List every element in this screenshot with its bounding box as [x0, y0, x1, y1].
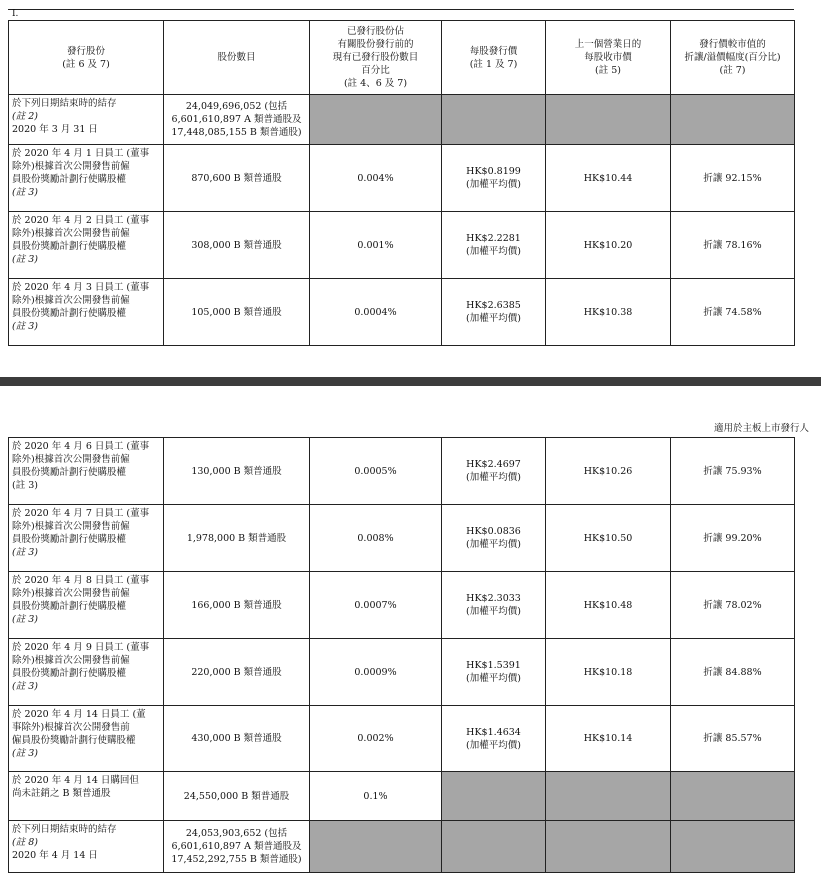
percentage-cell: 0.004% [310, 145, 442, 212]
desc-line: 於 2020 年 4 月 7 日員工 (董事 [12, 508, 150, 519]
share-count-cell: 220,000 B 類普通股 [164, 639, 310, 706]
closing-price-cell: HK$10.38 [546, 279, 671, 346]
desc-line: 於 2020 年 4 月 9 日員工 (董事 [12, 642, 150, 653]
row-description [9, 145, 164, 212]
note-ref: (註 3) [12, 321, 38, 332]
percentage-cell: 0.0005% [310, 438, 442, 505]
desc-line: 於 2020 年 4 月 1 日員工 (董事 [12, 148, 150, 159]
row-description [9, 706, 164, 772]
price-value: HK$1.4634 [466, 726, 521, 738]
row-description [9, 772, 164, 821]
opening-balance-row [9, 95, 795, 145]
issue-row [9, 639, 795, 706]
share-count-cell: 130,000 B 類普通股 [164, 438, 310, 505]
price-value: HK$0.8199 [466, 166, 521, 177]
share-count-cell: 1,978,000 B 類普通股 [164, 505, 310, 572]
row-description [9, 212, 164, 279]
empty-grey-cell [546, 95, 671, 145]
header-line: (註 6 及 7) [62, 58, 110, 70]
empty-grey-cell [671, 95, 795, 145]
share-count-cell: 870,600 B 類普通股 [164, 145, 310, 212]
percentage-cell: 0.1% [310, 772, 442, 821]
desc-line: 員股份獎勵計劃行使購股權 [12, 668, 127, 679]
issue-price-cell [442, 279, 546, 346]
closing-balance-row [9, 821, 795, 873]
share-count-cell: 166,000 B 類普通股 [164, 572, 310, 639]
empty-grey-cell [546, 772, 671, 821]
header-cell [671, 21, 795, 95]
desc-line: 除外)根據首次公開發售前僱 [12, 295, 130, 306]
balance-date: 2020 年 3 月 31 日 [12, 124, 98, 135]
issue-row [9, 505, 795, 572]
listing-board-note: 適用於主板上市發行人 [713, 423, 809, 434]
issue-row [9, 438, 795, 505]
shares-line: 24,049,696,052 (包括 [185, 101, 288, 112]
desc-line: 員股份獎勵計劃行使購股權 [12, 308, 127, 319]
desc-line: 除外)根據首次公開發售前僱 [12, 454, 130, 465]
note-ref: (註 3) [12, 614, 38, 625]
share-count-cell: 105,000 B 類普通股 [164, 279, 310, 346]
price-note: (加權平均價) [466, 179, 521, 190]
desc-line: 於 2020 年 4 月 8 日員工 (董事 [12, 575, 150, 586]
header-line: 每股發行價 [469, 45, 518, 57]
discount-cell: 折讓 99.20% [671, 505, 795, 572]
percentage-cell: 0.0009% [310, 639, 442, 706]
share-count-cell: 24,550,000 B 類普通股 [164, 772, 310, 821]
closing-price-cell: HK$10.50 [546, 505, 671, 572]
balance-date: 2020 年 4 月 14 日 [12, 850, 98, 861]
note-ref: (註 3) [12, 187, 38, 198]
empty-grey-cell [442, 95, 546, 145]
repurchase-row [9, 772, 795, 821]
issue-price-cell [442, 572, 546, 639]
note-ref: (註 3) [12, 547, 38, 558]
note-ref: (註 3) [12, 480, 38, 491]
issue-price-cell [442, 145, 546, 212]
issue-row [9, 706, 795, 772]
page-break-band [0, 377, 821, 386]
shares-line: 24,053,903,652 (包括 [185, 828, 288, 839]
percentage-cell: 0.001% [310, 212, 442, 279]
price-value: HK$1.5391 [466, 660, 521, 671]
closing-price-cell: HK$10.48 [546, 572, 671, 639]
empty-grey-cell [310, 95, 442, 145]
desc-line: 於 2020 年 4 月 6 日員工 (董事 [12, 441, 150, 452]
desc-line: 員股份獎勵計劃行使購股權 [12, 174, 127, 185]
discount-cell: 折讓 75.93% [671, 438, 795, 505]
price-note: (加權平均價) [466, 739, 521, 751]
desc-line: 於 2020 年 4 月 14 日購回但 [12, 775, 139, 786]
empty-grey-cell [310, 821, 442, 873]
price-value: HK$2.4697 [466, 459, 521, 470]
price-value: HK$2.2281 [466, 233, 521, 244]
closing-price-cell: HK$10.26 [546, 438, 671, 505]
discount-cell: 折讓 78.16% [671, 212, 795, 279]
desc-line: 除外)根據首次公開發售前僱 [12, 655, 130, 666]
issue-row [9, 145, 795, 212]
percentage-cell: 0.0004% [310, 279, 442, 346]
closing-price-cell: HK$10.14 [546, 706, 671, 772]
header-line: (註 5) [595, 65, 621, 76]
desc-line: 尚未註銷之 B 類普通股 [12, 788, 111, 799]
share-count-cell [164, 95, 310, 145]
row-description [9, 505, 164, 572]
discount-cell: 折讓 85.57% [671, 706, 795, 772]
closing-price-cell: HK$10.44 [546, 145, 671, 212]
issue-price-cell [442, 212, 546, 279]
row-description [9, 95, 164, 145]
empty-grey-cell [671, 821, 795, 873]
empty-grey-cell [546, 821, 671, 873]
closing-price-cell: HK$10.20 [546, 212, 671, 279]
header-line: (註 1 及 7) [469, 58, 518, 70]
issue-price-cell [442, 639, 546, 706]
issue-price-cell [442, 706, 546, 772]
note-ref: (註 2) [12, 111, 38, 122]
percentage-cell: 0.0007% [310, 572, 442, 639]
row-description [9, 438, 164, 505]
row-description [9, 572, 164, 639]
desc-line: 事除外)根據首次公開發售前 [12, 722, 130, 733]
row-description [9, 639, 164, 706]
closing-price-cell: HK$10.18 [546, 639, 671, 706]
header-cell [164, 21, 310, 95]
price-note: (加權平均價) [466, 313, 521, 324]
header-cell [546, 21, 671, 95]
desc-line: 於下列日期結束時的結存 [12, 98, 117, 109]
row-description [9, 279, 164, 346]
price-note: (加權平均價) [466, 539, 521, 550]
share-count-cell: 430,000 B 類普通股 [164, 706, 310, 772]
header-line: 有關股份發行前的 [337, 39, 414, 50]
desc-line: 除外)根據首次公開發售前僱 [12, 228, 130, 239]
desc-line: 除外)根據首次公開發售前僱 [12, 161, 130, 172]
header-line: 折讓/溢價幅度(百分比) [684, 52, 781, 63]
shares-line: 17,452,292,755 B 類普通股) [171, 854, 302, 865]
desc-line: 於 2020 年 4 月 2 日員工 (董事 [12, 215, 150, 226]
desc-line: 員股份獎勵計劃行使購股權 [12, 601, 127, 612]
header-line: (註 4、6 及 7) [343, 78, 408, 89]
desc-line: 除外)根據首次公開發售前僱 [12, 521, 130, 532]
header-cell [442, 21, 546, 95]
desc-line: 僱員股份獎勵計劃行使購股權 [12, 735, 136, 746]
header-line: 股份數目 [217, 52, 256, 63]
issue-row [9, 572, 795, 639]
percentage-cell: 0.008% [310, 505, 442, 572]
share-count-cell [164, 821, 310, 873]
price-note: (加權平均價) [466, 606, 521, 617]
desc-line: 於下列日期結束時的結存 [12, 824, 117, 835]
shares-line: 6,601,610,897 A 類普通股及 [171, 841, 302, 852]
header-line: 已發行股份佔 [346, 26, 404, 37]
share-issue-table-part1 [8, 20, 795, 346]
share-issue-table-part2 [8, 437, 795, 873]
header-line: 百分比 [361, 65, 390, 76]
header-line: 每股收市價 [584, 52, 632, 63]
issue-row [9, 279, 795, 346]
desc-line: 於 2020 年 4 月 3 日員工 (董事 [12, 282, 150, 293]
top-rule [8, 9, 794, 10]
header-line: 上一個營業日的 [574, 39, 642, 50]
issue-row [9, 212, 795, 279]
header-line: 發行股份 [66, 45, 105, 57]
share-count-cell: 308,000 B 類普通股 [164, 212, 310, 279]
note-ref: (註 3) [12, 748, 38, 759]
price-note: (加權平均價) [466, 472, 521, 483]
section-label: I. [12, 9, 19, 19]
price-note: (加權平均價) [466, 246, 521, 257]
discount-cell: 折讓 84.88% [671, 639, 795, 706]
shares-line: 6,601,610,897 A 類普通股及 [171, 114, 302, 125]
price-note: (加權平均價) [466, 673, 521, 684]
row-description [9, 821, 164, 873]
note-ref: (註 8) [12, 837, 38, 848]
price-value: HK$2.6385 [466, 300, 521, 311]
discount-cell: 折讓 92.15% [671, 145, 795, 212]
header-line: 發行價較市值的 [699, 39, 766, 50]
issue-price-cell [442, 438, 546, 505]
discount-cell: 折讓 78.02% [671, 572, 795, 639]
empty-grey-cell [442, 772, 546, 821]
percentage-cell: 0.002% [310, 706, 442, 772]
desc-line: 員股份獎勵計劃行使購股權 [12, 467, 127, 478]
empty-grey-cell [671, 772, 795, 821]
price-value: HK$0.0836 [466, 526, 521, 537]
issue-price-cell [442, 505, 546, 572]
header-cell [310, 21, 442, 95]
header-row [9, 21, 795, 95]
header-cell [9, 21, 164, 95]
desc-line: 於 2020 年 4 月 14 日員工 (董 [12, 709, 146, 720]
price-value: HK$2.3033 [466, 593, 521, 604]
discount-cell: 折讓 74.58% [671, 279, 795, 346]
desc-line: 員股份獎勵計劃行使購股權 [12, 241, 127, 252]
desc-line: 除外)根據首次公開發售前僱 [12, 588, 130, 599]
empty-grey-cell [442, 821, 546, 873]
note-ref: (註 3) [12, 254, 38, 265]
note-ref: (註 3) [12, 681, 38, 692]
desc-line: 員股份獎勵計劃行使購股權 [12, 534, 127, 545]
header-line: (註 7) [719, 65, 746, 76]
shares-line: 17,448,085,155 B 類普通股) [171, 127, 302, 138]
header-line: 現有已發行股份數目 [332, 52, 419, 63]
